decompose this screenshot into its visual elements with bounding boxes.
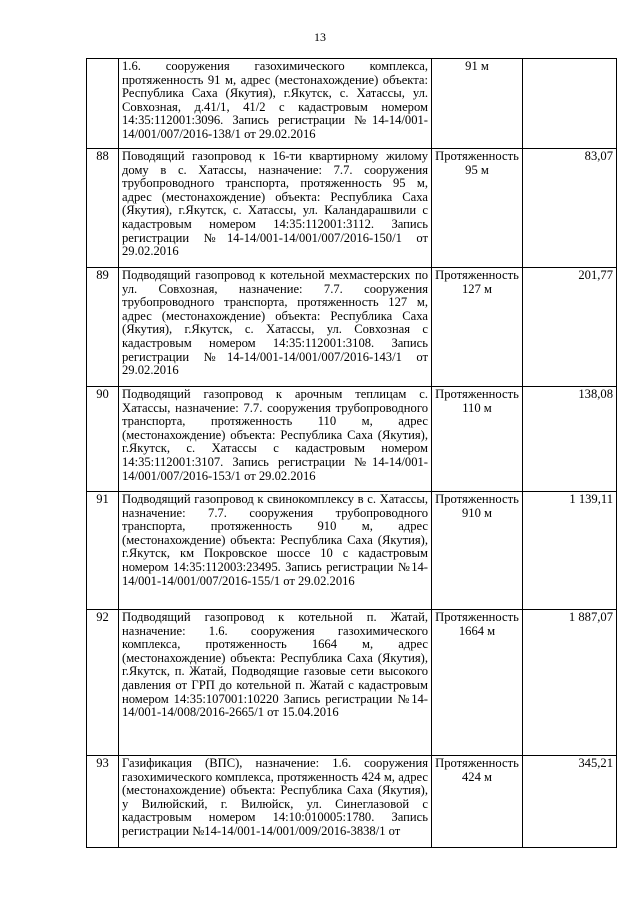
row-number: 91 bbox=[87, 492, 119, 610]
table-row bbox=[87, 492, 617, 610]
row-number: 89 bbox=[87, 268, 119, 387]
extent-label: Протяженность bbox=[435, 268, 519, 282]
row-number: 88 bbox=[87, 149, 119, 268]
extent-value: 1664 м bbox=[458, 623, 496, 638]
page-number: 13 bbox=[314, 30, 326, 44]
object-description: Подводящий газопровод к арочным теплицам с. Хатассы, назначение: 7.7. сооружения трубопроводного транспорта, протяженность 110 м, адрес (местонахождение) объекта: Республика Саха (Якутия), г.Якутск, с. Хатассы с кадастровым номером 14:35:112001:3107. Запись регистрации №14-14/001-14/001/007/2016-153/1 от 29.02.2016 bbox=[119, 387, 432, 492]
table-row bbox=[87, 610, 617, 756]
extent-label: Протяженность bbox=[435, 149, 519, 163]
table-row bbox=[87, 59, 617, 149]
row-number bbox=[87, 59, 119, 149]
object-description: 1.6. сооружения газохимического комплекса, протяженность 91 м, адрес (местонахождение) объекта: Республика Саха (Якутия), г.Якутск, с. Хатассы, ул. Совхозная, д.41/1, 41/2 с кадастровым номером 14:35:112001:3096. Запись регистрации №14-14/001-14/001/007/2016-138/1 от 29.02.2016 bbox=[119, 59, 432, 149]
extent-cell bbox=[432, 610, 523, 756]
extent-label: Протяженность bbox=[435, 610, 519, 624]
table-row bbox=[87, 756, 617, 848]
extent-cell bbox=[432, 149, 523, 268]
table-row bbox=[87, 387, 617, 492]
row-number: 92 bbox=[87, 610, 119, 756]
extent-value: 91 м bbox=[465, 59, 489, 73]
extent-label: Протяженность bbox=[435, 492, 519, 506]
extent-cell bbox=[432, 756, 523, 848]
value-cell: 138,08 bbox=[523, 387, 617, 492]
object-description: Подводящий газопровод к свинокомплексу в с. Хатассы, назначение: 7.7. сооружения трубопроводного транспорта, протяженность 910 м, адрес (местонахождение) объекта: Республика Саха (Якутия), г.Якутск, км Покровское шоссе 10 с кадастровым номером 14:35:112003:23495. Запись регистрации №14-14/001-14/001/007/2016-155/1 от 29.02.2016 bbox=[119, 492, 432, 610]
value-cell: 1 887,07 bbox=[523, 610, 617, 756]
object-description: Поводящий газопровод к 16-ти квартирному жилому дому в с. Хатассы, назначение: 7.7. сооружения трубопроводного транспорта, протяженность 95 м, адрес (местонахождение) объекта: Республика Саха (Якутия), г.Якутск, с. Хатассы, ул. Каландарашвили с кадастровым номером 14:35:112001:3112. Запись регистрации №14-14/001-14/001/007/2016-150/1 от 29.02.2016 bbox=[119, 149, 432, 268]
extent-value: 910 м bbox=[461, 505, 492, 520]
extent-value: 127 м bbox=[461, 281, 492, 296]
extent-value: 95 м bbox=[465, 162, 489, 177]
value-cell: 83,07 bbox=[523, 149, 617, 268]
object-description: Газификация (ВПС), назначение: 1.6. сооружения газохимического комплекса, протяженность 424 м, адрес (местонахождение) объекта: Республика Саха (Якутия), у Вилюйский, г. Вилюйск, ул. Синеглазовой с кадастровым номером 14:10:010005:1780. Запись регистрации №14-14/001-14/001/009/2016-3838/1 от bbox=[119, 756, 432, 848]
row-number: 90 bbox=[87, 387, 119, 492]
row-number: 93 bbox=[87, 756, 119, 848]
extent-value: 110 м bbox=[462, 400, 492, 415]
extent-value: 424 м bbox=[461, 769, 492, 784]
value-cell: 1 139,11 bbox=[523, 492, 617, 610]
table-row bbox=[87, 149, 617, 268]
object-description: Подводящий газопровод к котельной п. Жатай, назначение: 1.6. сооружения газохимического комплекса, протяженность 1664 м, адрес (местонахождение) объекта: Республика Саха (Якутия), г.Якутск, п. Жатай, Подводящие газовые сети высокого давления от ГРП до котельной п. Жатай с кадастровым номером 14:35:107001:10220 Запись регистрации №14-14/001-14/008/2016-2665/1 от 15.04.2016 bbox=[119, 610, 432, 756]
extent-cell bbox=[432, 492, 523, 610]
value-cell bbox=[523, 59, 617, 149]
extent-cell bbox=[432, 387, 523, 492]
extent-label: Протяженность bbox=[435, 756, 519, 770]
object-description: Подводящий газопровод к котельной мехмастерских по ул. Совхозная, назначение: 7.7. сооружения трубопроводного транспорта, протяженность 127 м, адрес (местонахождение) объекта: Республика Саха (Якутия), г.Якутск, с. Хатассы, ул. Совхозная с кадастровым номером 14:35:112001:3108. Запись регистрации №14-14/001-14/001/007/2016-143/1 от 29.02.2016 bbox=[119, 268, 432, 387]
value-cell: 201,77 bbox=[523, 268, 617, 387]
table-row bbox=[87, 268, 617, 387]
extent-cell bbox=[432, 59, 523, 149]
extent-label: Протяженность bbox=[435, 387, 519, 401]
value-cell: 345,21 bbox=[523, 756, 617, 848]
extent-cell bbox=[432, 268, 523, 387]
property-registry-table bbox=[86, 58, 617, 848]
